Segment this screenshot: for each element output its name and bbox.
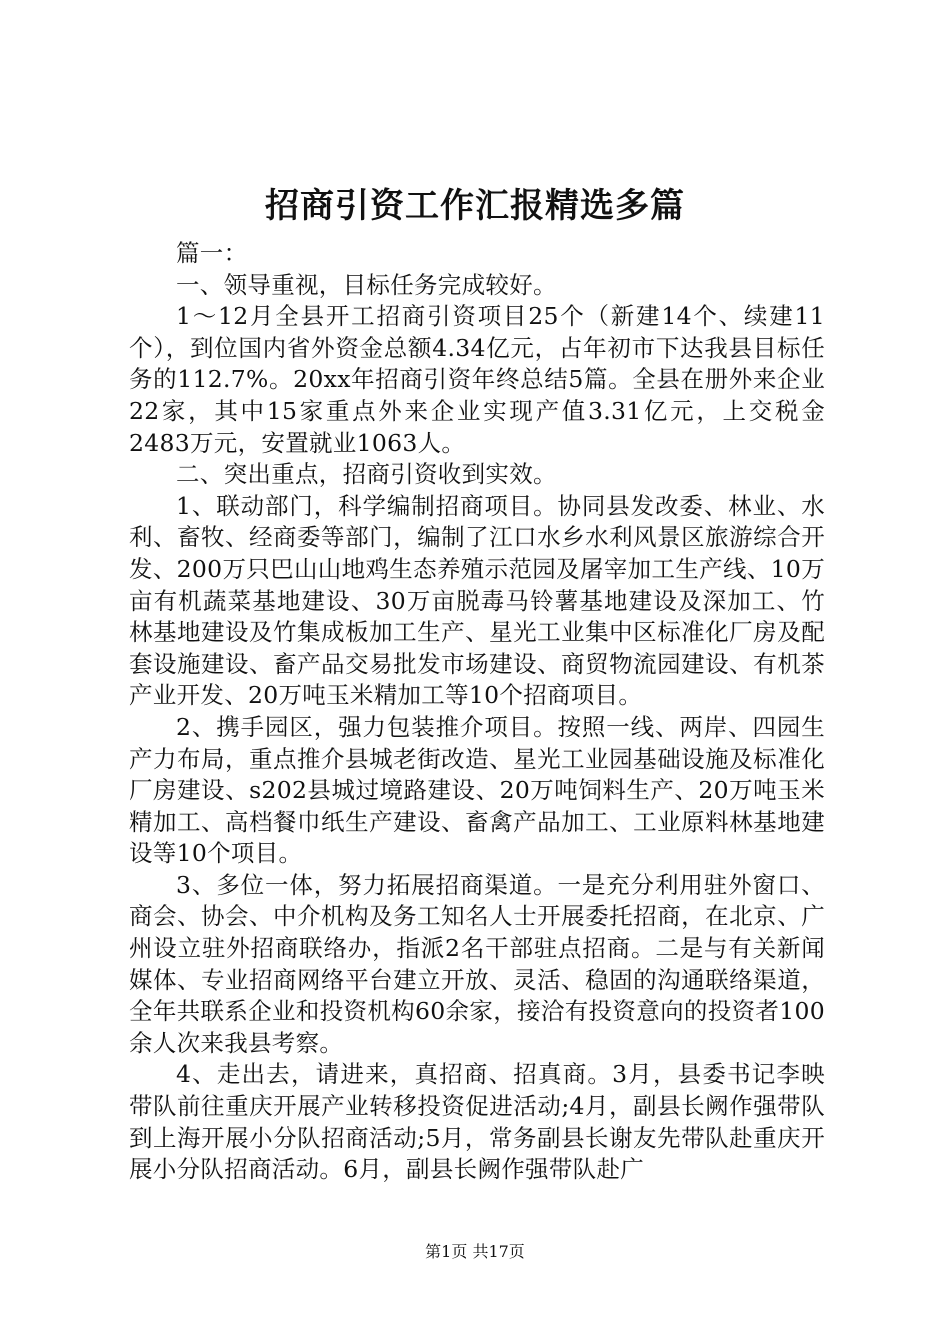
paragraph-item-3: 3、多位一体，努力拓展招商渠道。一是充分利用驻外窗口、商会、协会、中介机构及务工知名人士开展委托招商，在北京、广州设立驻外招商联络办，指派2名干部驻点招商。二是与有关新闻媒体、专业招商网络平台建立开放、灵活、稳固的沟通联络渠道，全年共联系企业和投资机构60余家，接洽有投资意向的投资者100余人次来我县考察。: [129, 870, 825, 1057]
paragraph-item-4: 4、走出去，请进来，真招商、招真商。3月，县委书记李映带队前往重庆开展产业转移投资促进活动;4月，副县长阙作强带队到上海开展小分队招商活动;5月，常务副县长谢友先带队赴重庆开展小分队招商活动。6月，副县长阙作强带队赴广: [129, 1060, 825, 1184]
section-label: 篇一：: [176, 239, 248, 267]
document-body: [129, 238, 825, 1186]
paragraph-summary: 1～12月全县开工招商引资项目25个（新建14个、续建11个），到位国内省外资金总额4.34亿元，占年初市下达我县目标任务的112.7%。20xx年招商引资年终总结5篇。全县在册外来企业22家，其中15家重点外来企业实现产值3.31亿元，上交税金2483万元，安置就业1063人。: [129, 302, 825, 457]
paragraph-item-1: 1、联动部门，科学编制招商项目。协同县发改委、林业、水利、畜牧、经商委等部门，编制了江口水乡水利风景区旅游综合开发、200万只巴山山地鸡生态养殖示范园及屠宰加工生产线、10万亩有机蔬菜基地建设、30万亩脱毒马铃薯基地建设及深加工、竹林基地建设及竹集成板加工生产、星光工业集中区标准化厂房及配套设施建设、畜产品交易批发市场建设、商贸物流园建设、有机茶产业开发、20万吨玉米精加工等10个招商项目。: [129, 491, 825, 710]
page-footer: 第1页 共17页: [425, 1242, 525, 1261]
document-title: 招商引资工作汇报精选多篇: [265, 186, 685, 226]
heading-2: 二、突出重点，招商引资收到实效。: [176, 460, 557, 489]
paragraph-item-2: 2、携手园区，强力包装推介项目。按照一线、两岸、四园生产力布局，重点推介县城老街改造、星光工业园基础设施及标准化厂房建设、s202县城过境路建设、20万吨饲料生产、20万吨玉米精加工、高档餐巾纸生产建设、畜禽产品加工、工业原料林基地建设等10个项目。: [129, 712, 825, 868]
heading-1: 一、领导重视，目标任务完成较好。: [176, 270, 557, 299]
